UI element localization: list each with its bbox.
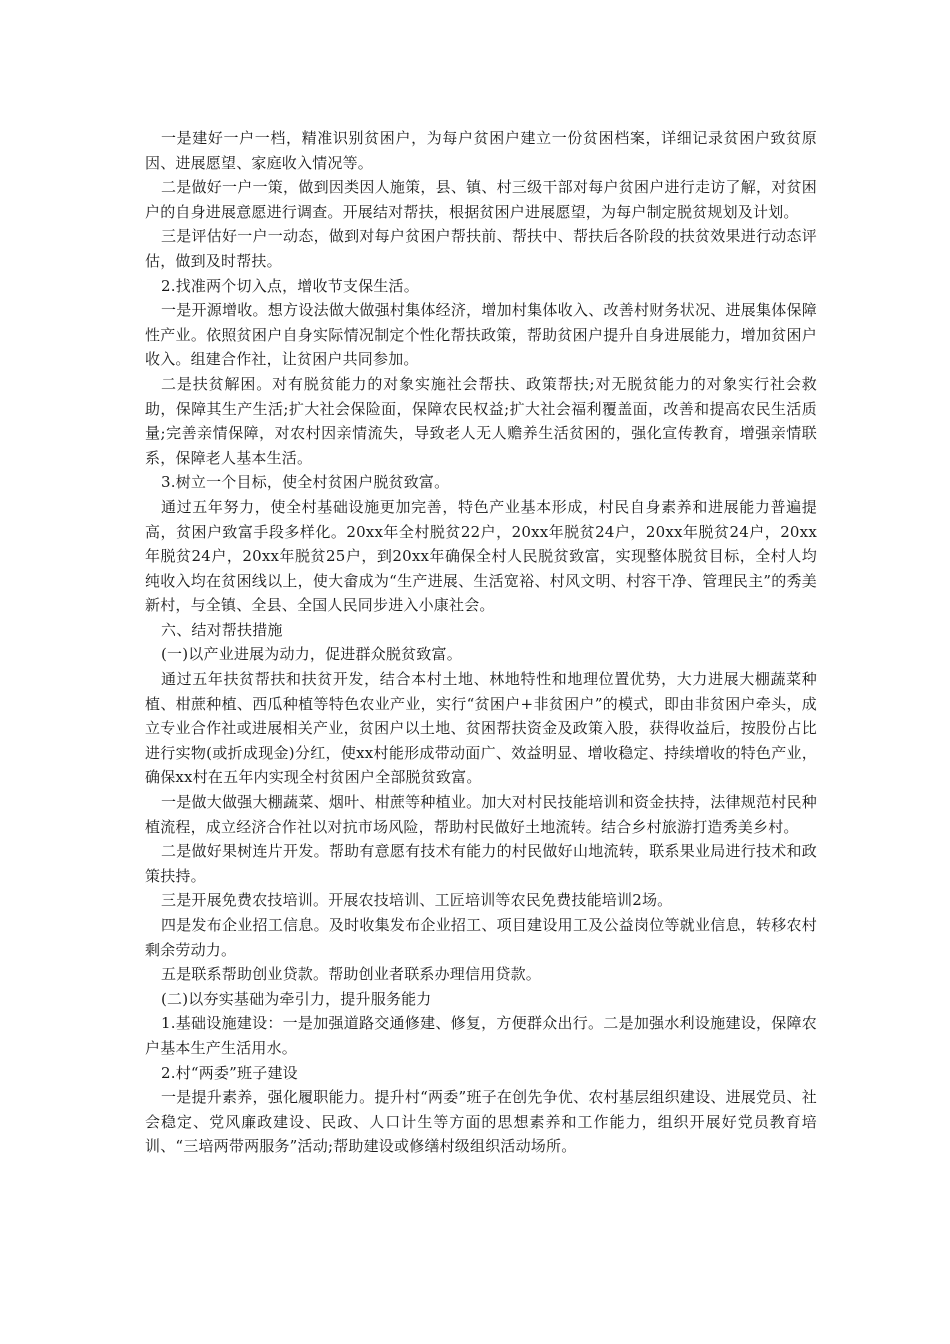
paragraph-planting: 一是做大做强大棚蔬菜、烟叶、柑蔗等种植业。加大对村民技能培训和资金扶持，法律规范村民种植流程，成立经济合作社以对抗市场风险，帮助村民做好土地流转。结合乡村旅游打造秀美乡村。 (145, 793, 817, 836)
paragraph-poverty-relief: 二是扶贫解困。对有脱贫能力的对象实施社会帮扶、政策帮扶;对无脱贫能力的对象实行社会救助，保障其生产生活;扩大社会保险面，保障农民权益;扩大社会福利覆盖面，改善和提高农民生活质量;完善亲情保障，对农村因亲情流失，导致老人无人赡养生活贫困的，强化宣传教育，增强亲情联系，保障老人基本生活。 (145, 374, 817, 467)
section-heading-measures: 六、结对帮扶措施 (161, 620, 283, 639)
heading-village-committee: 2.村“两委”班子建设 (161, 1063, 298, 1082)
paragraph-industry-model: 通过五年扶贫帮扶和扶贫开发，结合本村土地、林地特性和地理位置优势，大力进展大棚蔬菜种植、柑蔗种植、西瓜种植等特色农业产业，实行“贫困户+非贫困户”的模式，即由非贫困户牵头，成立专业合作社或进展相关产业，贫困户以土地、贫困帮扶资金及政策入股，获得收益后，按股份占比进行实物(或折成现金)分红，使xx村能形成带动面广、效益明显、增收稳定、持续增收的特色产业，确保xx村在五年内实现全村贫困户全部脱贫致富。 (145, 670, 817, 787)
paragraph-five-year-goal: 通过五年努力，使全村基础设施更加完善，特色产业基本形成，村民自身素养和进展能力普遍提高，贫困户致富手段多样化。20xx年全村脱贫22户，20xx年脱贫24户，20xx年脱贫24户，20xx年脱贫24户，20xx年脱贫25户，到20xx年确保全村人民脱贫致富，实现整体脱贫目标，全村人均纯收入均在贫困线以上，使大畲成为“生产进展、生活宽裕、村风文明、村容干净、管理民主”的秀美新村，与全镇、全县、全国人民同步进入小康社会。 (145, 497, 817, 615)
paragraph-recruitment: 四是发布企业招工信息。及时收集发布企业招工、项目建设用工及公益岗位等就业信息，转移农村剩余劳动力。 (145, 916, 817, 959)
heading-one-goal: 3.树立一个目标，使全村贫困户脱贫致富。 (161, 473, 450, 492)
subheading-infrastructure: (二)以夯实基础为牵引力，提升服务能力 (161, 989, 432, 1008)
paragraph-orchard: 二是做好果树连片开发。帮助有意愿有技术有能力的村民做好山地流转，联系果业局进行技术和政策扶持。 (145, 842, 817, 885)
paragraph-committee-quality: 一是提升素养，强化履职能力。提升村“两委”班子在创先争优、农村基层组织建设、进展党员、社会稳定、党风廉政建设、民政、人口计生等方面的思想素养和工作能力，组织开展好党员教育培训、“三培两带两服务”活动;帮助建设或修缮村级组织活动场所。 (145, 1088, 817, 1156)
paragraph-increase-income: 一是开源增收。想方设法做大做强村集体经济，增加村集体收入、改善村财务状况、进展集体保障性产业。依照贫困户自身实际情况制定个性化帮扶政策，帮助贫困户提升自身进展能力，增加贫困户收入。组建合作社，让贫困户共同参加。 (145, 301, 817, 369)
paragraph-one-household-one-policy: 二是做好一户一策，做到因类因人施策，县、镇、村三级干部对每户贫困户进行走访了解，对贫困户的自身进展意愿进行调查。开展结对帮扶，根据贫困户进展愿望，为每户制定脱贫规划及计划。 (145, 178, 817, 221)
paragraph-infrastructure: 1.基础设施建设：一是加强道路交通修建、修复，方便群众出行。二是加强水利设施建设，保障农户基本生产生活用水。 (145, 1014, 817, 1057)
subheading-industry-development: (一)以产业进展为动力，促进群众脱贫致富。 (161, 645, 462, 664)
paragraph-record-keeping: 一是建好一户一档，精准识别贫困户，为每户贫困户建立一份贫困档案，详细记录贫困户致贫原因、进展愿望、家庭收入情况等。 (145, 129, 817, 172)
paragraph-dynamic-evaluation: 三是评估好一户一动态，做到对每户贫困户帮扶前、帮扶中、帮扶后各阶段的扶贫效果进行动态评估，做到及时帮扶。 (145, 227, 817, 270)
document-body (145, 126, 817, 1159)
paragraph-loans: 五是联系帮助创业贷款。帮助创业者联系办理信用贷款。 (161, 965, 542, 984)
paragraph-training: 三是开展免费农技培训。开展农技培训、工匠培训等农民免费技能培训2场。 (161, 891, 673, 910)
heading-two-entry-points: 2.找准两个切入点，增收节支保生活。 (161, 276, 419, 295)
